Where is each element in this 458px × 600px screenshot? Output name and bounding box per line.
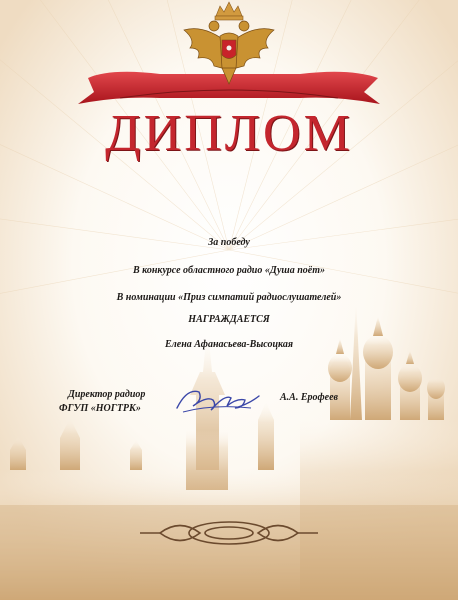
signatory-name: А.А. Ерофеев (280, 392, 339, 403)
contest-name: В конкурсе областного радио «Душа поёт» (132, 265, 325, 276)
recipient-name: Елена Афанасьева-Высоцкая (164, 339, 294, 350)
shield-icon (222, 40, 236, 59)
handwritten-signature (173, 382, 263, 416)
award-reason: За победу (208, 237, 250, 248)
diploma-title: ДИПЛОМ (105, 105, 353, 162)
awarded-heading: НАГРАЖДАЕТСЯ (188, 314, 270, 325)
nomination: В номинации «Приз симпатий радиослушателей» (116, 292, 342, 303)
signatory-organization: ФГУП «НОГТРК» (59, 403, 141, 414)
signatory-role: Директор радиор (68, 389, 146, 400)
